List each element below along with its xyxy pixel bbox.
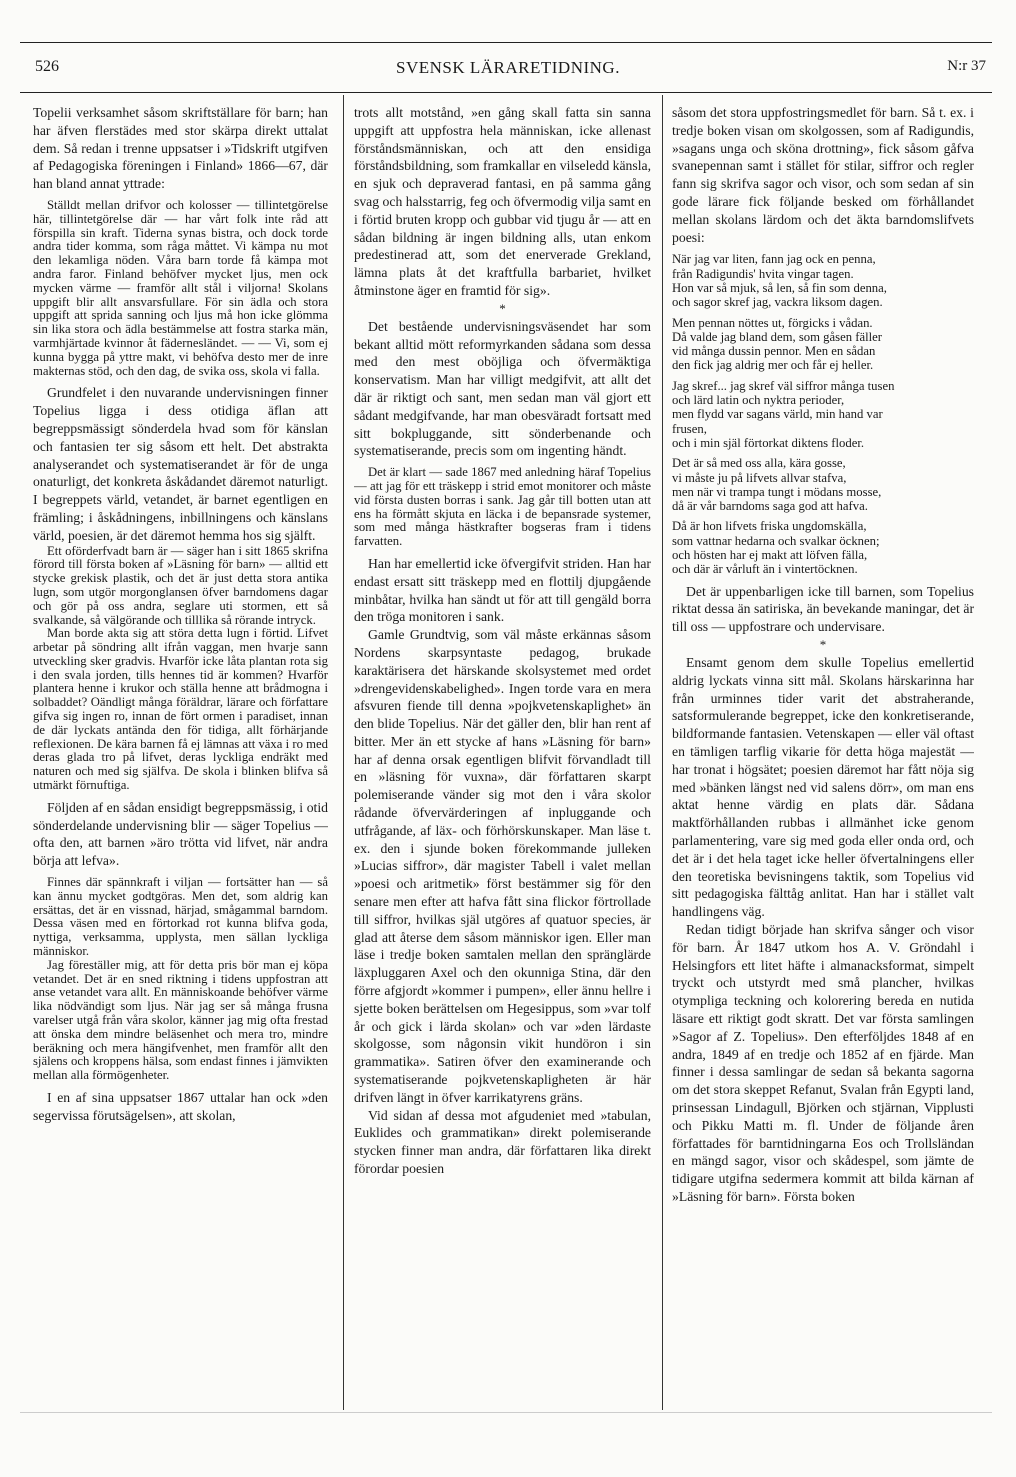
column-1 xyxy=(33,104,328,1125)
paragraph: Gamle Grundtvig, som väl måste erkännas såsom Nordens skarpsyntaste pedagog, brukade karaktärisera det härskande skolsystemet med ordet »drengevidenskabelighed». Ingen torde vara en mera afsvuren fiende till denna »pojkvetenskaplighet» än den blide Topelius. När det gäller den, blir han rent af bitter. Mer än ett stycke af hans »Läsning för barn» har af denna orsak egentligen blifvit förvandladt till en »läsning för vuxna», där författaren skarpt polemiserande vänder sig mot den i våra skolor rådande öfvervärderingen af inpluggande och utfrågande, af läx- och förhörskunskaper. Man läse t. ex. den i sjunde boken förekommande julleken »Lucias siffror», där magister Tabell i valet mellan »poesi och aritmetik» först bestämmer sig för den senare men efter att hafva fått sina flickor förtrollade till siffror, hvilkas själ utgöres af quatuor species, är glad att återse dem såsom människor igen. Eller man läse i tredje boken samtalen mellan den spränglärde läxpluggaren Axel och den okunniga Stina, där den förre afgjordt »kommer i pumpen», eller ännu hellre i sjette boken berättelsen om Hegesippus, som »var tolf år och gick i lärda skolan» och var »den lärdaste skolgosse, som någonsin vikit hundöron i sin grammatika». Satiren öfver den examinerande och systematiserande pojkvetenskapligheten är här drifven längt in öfver karrikatyrens gräns. xyxy=(354,627,651,1105)
column-divider-2 xyxy=(662,95,663,1410)
paragraph: trots allt motstånd, »en gång skall fatta sin sanna uppgift att uppfostra hela människan, icke allenast förståndsmänniskan, och att den ensidiga förståndsbildning, som framkallar en vilseledd känsla, en sjuk och depraverad fantasi, en på samma gång svag och halsstarrig, feg och öfvermodig vilja samt en i förtid bruten kropp och gubbar vid tjugu år — att en sådan bildning är ingen bildning alls, utan enkom predestinerad att, som det enerverade Grekland, lämna plats åt det kraftfulla barbariet, hvilket åtminstone äger en framtid för sig». xyxy=(354,105,651,298)
column-divider-1 xyxy=(343,95,344,1410)
section-divider-star: * xyxy=(499,300,506,316)
header-rule xyxy=(20,92,992,93)
quote-paragraph: Det är klart — sade 1867 med anledning häraf Topelius — att jag för ett träskepp i strid emot monitorer och måste vid första dusten borras i sank. Jag går till botten utan att ens ha förmått skjuta en läcka i de bepansrade systemer, som med många hästkrafter bogseras fram i tidens farvatten. xyxy=(354,465,651,549)
poem-stanza: När jag var liten, fann jag ock en penna, från Radigundis' hvita vingar tagen. Hon var så mjuk, så len, så fin som denna, och sagor skref jag, vackra liksom dagen. xyxy=(672,252,887,310)
paragraph: I en af sina uppsatser 1867 uttalar han ock »den segervissa förutsägelsen», att skolan, xyxy=(33,1090,328,1123)
page-header xyxy=(30,58,986,80)
paragraph: Redan tidigt började han skrifva sånger och visor för barn. År 1847 utkom hos A. V. Gröndahl i Helsingfors ett litet häfte i almanacksformat, simpelt tryckt och utstyrdt med små plancher, hvilkas otympliga teckning och kolorering bereda en nutida läsare ett riktigt godt skratt. Det var första samlingen »Sagor af Z. Topelius». Den efterföljdes 1848 af en andra, 1849 af en tredje och 1852 af en fjärde. Man finner i dessa samlingar de sedan så bekanta sagorna om det stora skeppet Refanut, Svalan från Egypti land, prinsessan Lindagull, Björken och stjärnan, Vipplusti och Pikku Matti m. fl. Under de följande åren författades för barntidningarna Eos och Trollsländan en mängd sagor, visor och skådespel, som jämte de tidigare utgifna sedermera kommit att bilda kärnan af »Läsning för barn». Första boken xyxy=(672,921,974,1204)
issue-number: N:r 37 xyxy=(947,58,986,74)
quote-paragraph: Ett oförderfvadt barn är — säger han i sitt 1865 skrifna förord till första boken af »Läsning för barn» — alltid ett stycke grekisk plastik, och det är just detta stora antika lugn, som utgör morgonglansen öfver barndomens dagar och gör på oss andra, seglare uti stormen, ett så svalkande, så välgörande och tilllika så rörande intryck. xyxy=(33,543,328,627)
poem-stanza: Jag skref... jag skref väl siffror många tusen och lärd latin och nyktra perioder, men flydd var sagans värld, min hand var frusen, och i min själ förtorkat diktens floder. xyxy=(672,378,895,450)
section-divider-star: * xyxy=(819,637,827,652)
quote-paragraph: Jag föreställer mig, att för detta pris bör man ej köpa vetandet. Det är en sned riktning i tidens uppfostran att anse vetandet vara allt. En människoande behöfver värme lika nödvändigt som ljus. När jag ser så många frusna varelser utgå från våra skolor, känner jag mig ofta frestad att önska dem mindre beläsenhet och mera tro, mindre beräkning och mera hängifvenhet, men framför allt den själens och kroppens hälsa, som endast finnes i jämvikten mellan alla förmögenheter. xyxy=(33,957,328,1083)
page-number: 526 xyxy=(35,58,59,75)
quote-paragraph: Finnes där spännkraft i viljan — fortsätter han — så kan ännu mycket godtgöras. Men det, som aldrig kan ersättas, det är en vissnad, härjad, smågammal barndom. Dessa väsen med en förtorkad rot kunna blifva goda, nyttiga, verksamma, upplysta, men sällan lyckliga människor. xyxy=(33,875,328,959)
paragraph: Ensamt genom dem skulle Topelius emellertid aldrig lyckats vinna sitt mål. Skolans härskarinna har från urminnes tider varit det abstraherande, satsformulerande begreppet, icke den konkretiserande, bildformande fantasien. Vetenskapen — eller väl oftast en tämligen tarflig vikarie för detta höga majestät — har tronat i högsätet; poesien däremot har fått nöja sig med »bänken längst ned vid salens dörr», om man ens aktat henne värdig en plats där. Sådana maktförhållanden rubbas i allmänhet icke genom parlamentering, vare sig med goda eller onda ord, och det är i det hela taget icke heller öfvertalningens eller den teoretiska bevisningens taktik, som Topelius vid sitt pedagogiska fälttåg anlitat. Han har i stället valt handlingens väg. xyxy=(672,655,974,920)
poem-stanza: Men pennan nöttes ut, förgicks i vådan. Då valde jag bland dem, som gåsen fäller vid många dussin pennor. Men en sådan den fick jag aldrig mer och får ej heller. xyxy=(672,315,882,373)
paragraph: Grundfelet i den nuvarande undervisningen finner Topelius ligga i dess otidiga äflan att begreppsmässigt sönderdela hvad som för känslan och fantasien ter sig såsom ett helt. Det abstrakta analyserandet och systematiserandet är för de unga onaturligt, det konkreta åskådandet däremot naturligt. I begreppets värld, vetandet, är barnet egentligen en främling; i åskådningens, inbillningens och känslans värld, poesien, är det däremot hemma hos sig själft. xyxy=(33,385,328,543)
column-2 xyxy=(354,104,651,1178)
poem-stanza: Det är så med oss alla, kära gosse, vi måste ju på lifvets allvar stafva, men när vi trampa tungt i mödans mosse, då är vår barndoms saga god att hafva. xyxy=(672,456,882,514)
poem-stanza: Då är hon lifvets friska ungdomskälla, som vattnar hedarna och svalkar öcknen; och hösten har ej makt att löfven fälla, och där är vårluft än i vintertöcknen. xyxy=(672,519,880,577)
quote-paragraph: Ställdt mellan drifvor och kolosser — tillintetgörelse här, tillintetgörelse där — har vårt folk inte råd att förspilla sin kraft. Tiderna synas bistra, och dock torde andra tider komma, som råga måttet. Vi kämpa nu mot den lekamliga nöden. Våra barn torde få kämpa mot andra faror. Finland behöfver mycket ljus, men ock mycken värme — framför allt stål i viljorna! Skolans uppgift blir allt ansvarsfullare. För sin ädla och stora uppgift att sprida sanning och ljus må hon icke glömma sin lika stora och ädla bestämmelse att fostra starka män, varmhjärtade kvinnor åt fädernesländet. — — Vi, som ej kunna bygga på yttre makt, vi behöfva desto mer de inre makternas stöd, och den dag, de svika oss, skola vi falla. xyxy=(33,197,328,378)
paragraph: såsom det stora uppfostringsmedlet för barn. Så t. ex. i tredje boken visan om skolgossen, som af Radigundis, »sagans unga och sköna drottning», fick såsom gåfva svanepennan samt i stället för stilar, siffror och regler fann sig skrifva sagor och visor, och som sedan af sin gode lärare fick följande besked om förhållandet mellan skolans lärdom och det äkta barndomslifvets poesi: xyxy=(672,105,974,245)
paragraph: Topelii verksamhet såsom skriftställare för barn; han har äfven flerstädes med stor skärpa direkt uttalat dem. Så redan i trenne uppsatser i »Tidskrift utgifven af Pedagogiska föreningen i Finland» 1866—67, där han bland annat yttrade: xyxy=(33,105,328,192)
paragraph: Han har emellertid icke öfvergifvit striden. Han har endast ersatt sitt träskepp med en flottilj djupgående minbåtar, hvilka han sändt ut för att till gengäld borra den tröga monitoren i sank. xyxy=(354,555,651,625)
top-rule xyxy=(20,42,992,43)
quote-paragraph: Man borde akta sig att störa detta lugn i förtid. Lifvet arbetar på söndring allt ifrån vaggan, men hvarje sann utveckling sker gradvis. Hvarför icke låta plantan rota sig i den svala jorden, tills hennes tid är kommen? Hvarför plantera henne i krukor och ställa henne att brådmogna i solbaddet? Oändligt många föräldrar, lärare och författare gifva sig ingen ro, innan de fört ormen i paradiset, innan de där lyckats antända den för tidiga, allt förhärjande reflexionen. De kära barnen få ej lämnas att växa i ro med deras glada tro på lifvet, deras lyckliga endräkt med naturen och med sig själfva. De skola i blinken blifva så utmärkt förnuftiga. xyxy=(33,626,328,793)
paragraph: Följden af en sådan ensidigt begreppsmässig, i otid sönderdelande undervisning blir — säger Topelius — ofta den, att barnen »äro trötta vid lifvet, när andra börja att lefva». xyxy=(33,799,328,869)
paragraph: Vid sidan af dessa mot afgudeniet med »tabulan, Euklides och grammatikan» direkt polemiserande stycken finner man andra, där författaren lika direkt förordar poesien xyxy=(354,1107,651,1177)
publication-title: SVENSK LÄRARETIDNING. xyxy=(396,58,620,77)
paragraph: Det är uppenbarligen icke till barnen, som Topelius riktat dessa än satiriska, än bevekande maningar, det är till oss — uppfostrare och undervisare. xyxy=(672,583,974,635)
paragraph: Det bestående undervisningsväsendet har som bekant alltid mött reformyrkanden sådana som dessa med den mest oböjliga och öfvermäktiga konservatism. Man har villigt medgifvit, att allt det där är riktigt och sant, men sedan man väl gjort ett sådant medgifvande, har man obesväradt fortsatt med sitt bokpluggande, sitt sönderbenande och systematiserande, precis som om ingenting händt. xyxy=(354,318,651,459)
column-3 xyxy=(672,104,974,1206)
bottom-rule xyxy=(20,1412,992,1413)
